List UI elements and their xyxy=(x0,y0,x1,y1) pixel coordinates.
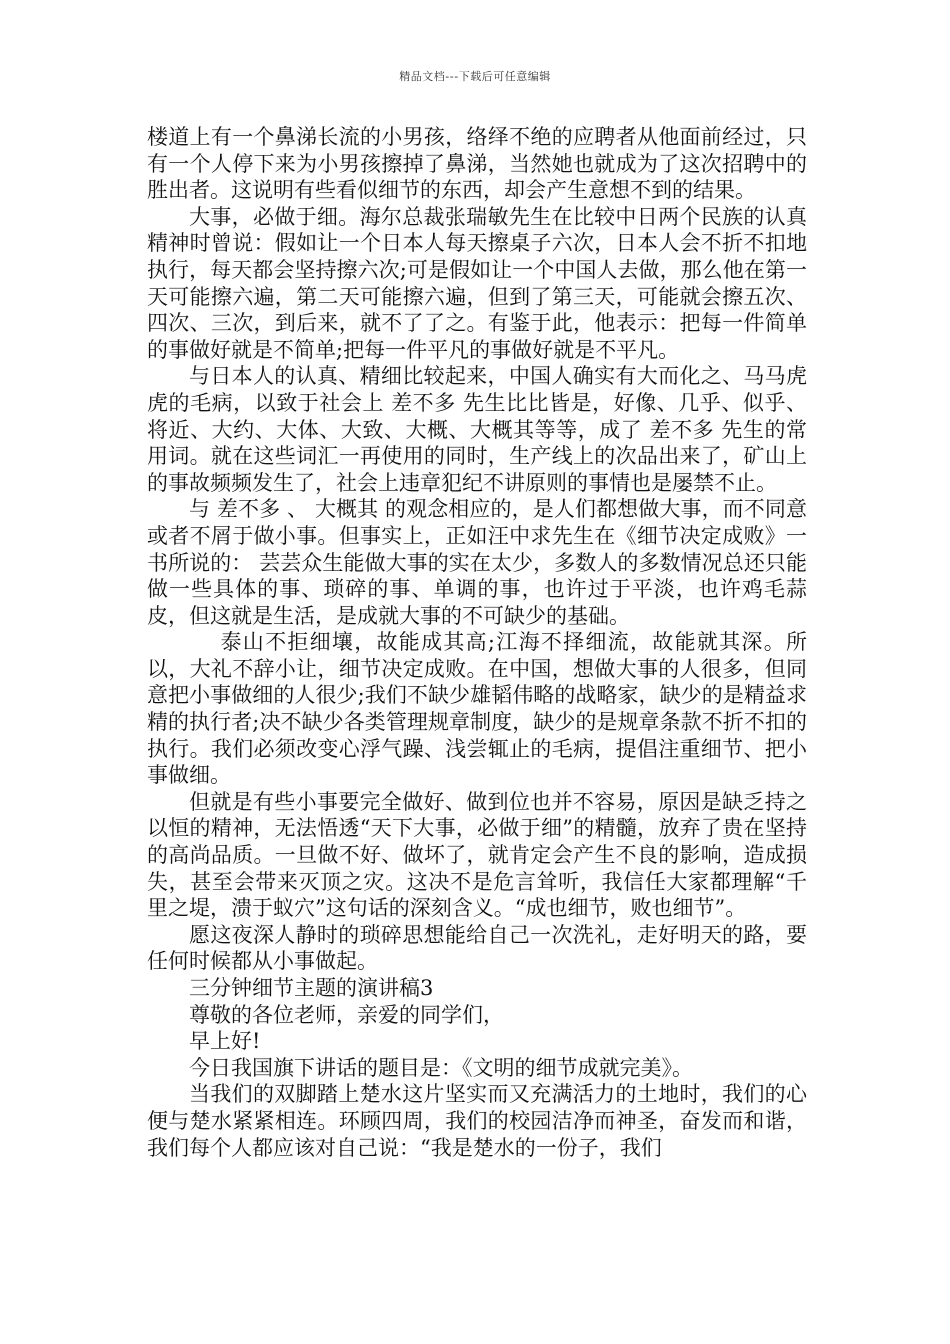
section-heading: 三分钟细节主题的演讲稿3 xyxy=(189,976,434,1000)
page-header: 精品文档---下载后可任意编辑 xyxy=(399,70,551,83)
paragraph: 愿这夜深人静时的琐碎思想能给自己一次洗礼，走好明天的路，要任何时候都从小事做起。 xyxy=(147,922,807,974)
paragraph: 今日我国旗下讲话的题目是：《文明的细节成就完美》。 xyxy=(189,1055,693,1080)
salutation: 尊敬的各位老师，亲爱的同学们， xyxy=(189,1002,504,1027)
paragraph: 楼道上有一个鼻涕长流的小男孩，络绎不绝的应聘者从他面前经过，只有一个人停下来为小男孩擦掉了鼻涕，当然她也就成为了这次招聘中的胜出者。这说明有些看似细节的东西，却会产生意想不到的结果。 xyxy=(147,125,807,203)
paragraph: 大事，必做于细。海尔总裁张瑞敏先生在比较中日两个民族的认真精神时曾说：假如让一个日本人每天擦桌子六次，日本人会不折不扣地执行，每天都会坚持擦六次;可是假如让一个中国人去做，那么他在第一天可能擦六遍，第二天可能擦六遍，但到了第三天，可能就会擦五次、四次、三次，到后来，就不了了之。有鉴于此，他表示：把每一件简单的事做好就是不简单;把每一件平凡的事做好就是不平凡。 xyxy=(147,204,807,362)
document-body xyxy=(147,124,807,1161)
paragraph: 泰山不拒细壤，故能成其高;江海不择细流，故能就其深。所以，大礼不辞小让，细节决定成败。在中国，想做大事的人很多，但同意把小事做细的人很少;我们不缺少雄韬伟略的战略家，缺少的是精益求精的执行者;决不缺少各类管理规章制度，缺少的是规章条款不折不扣的执行。我们必须改变心浮气躁、浅尝辄止的毛病，提倡注重细节、把小事做细。 xyxy=(147,630,807,788)
paragraph: 与日本人的认真、精细比较起来，中国人确实有大而化之、马马虎虎的毛病，以致于社会上 差不多 先生比比皆是，好像、几乎、似乎、将近、大约、大体、大致、大概、大概其等等，成了 差不多 先生的常用词。就在这些词汇一再使用的同时，生产线上的次品出来了，矿山上的事故频频发生了，社会上违章犯纪不讲原则的事情也是屡禁不止。 xyxy=(147,364,807,495)
greeting: 早上好! xyxy=(189,1029,261,1054)
paragraph: 与 差不多 、 大概其 的观念相应的，是人们都想做大事，而不同意或者不屑于做小事。但事实上，正如汪中求先生在《细节决定成败》一书所说的： 芸芸众生能做大事的实在太少，多数人的多数情况总还只能做一些具体的事、琐碎的事、单调的事，也许过于平淡，也许鸡毛蒜皮，但这就是生活，是成就大事的不可缺少的基础。 xyxy=(147,497,807,628)
paragraph: 但就是有些小事要完全做好、做到位也并不容易，原因是缺乏持之以恒的精神，无法悟透“天下大事，必做于细”的精髓，放弃了贵在坚持的高尚品质。一旦做不好、做坏了，就肯定会产生不良的影响，造成损失，甚至会带来灭顶之灾。这决不是危言耸听，我信任大家都理解“千里之堤，溃于蚁穴”这句话的深刻含义。“成也细节，败也细节”。 xyxy=(147,789,807,921)
paragraph: 当我们的双脚踏上楚水这片坚实而又充满活力的土地时，我们的心便与楚水紧紧相连。环顾四周，我们的校园洁净而神圣，奋发而和谐，我们每个人都应该对自己说：“我是楚水的一份子，我们 xyxy=(147,1082,807,1160)
